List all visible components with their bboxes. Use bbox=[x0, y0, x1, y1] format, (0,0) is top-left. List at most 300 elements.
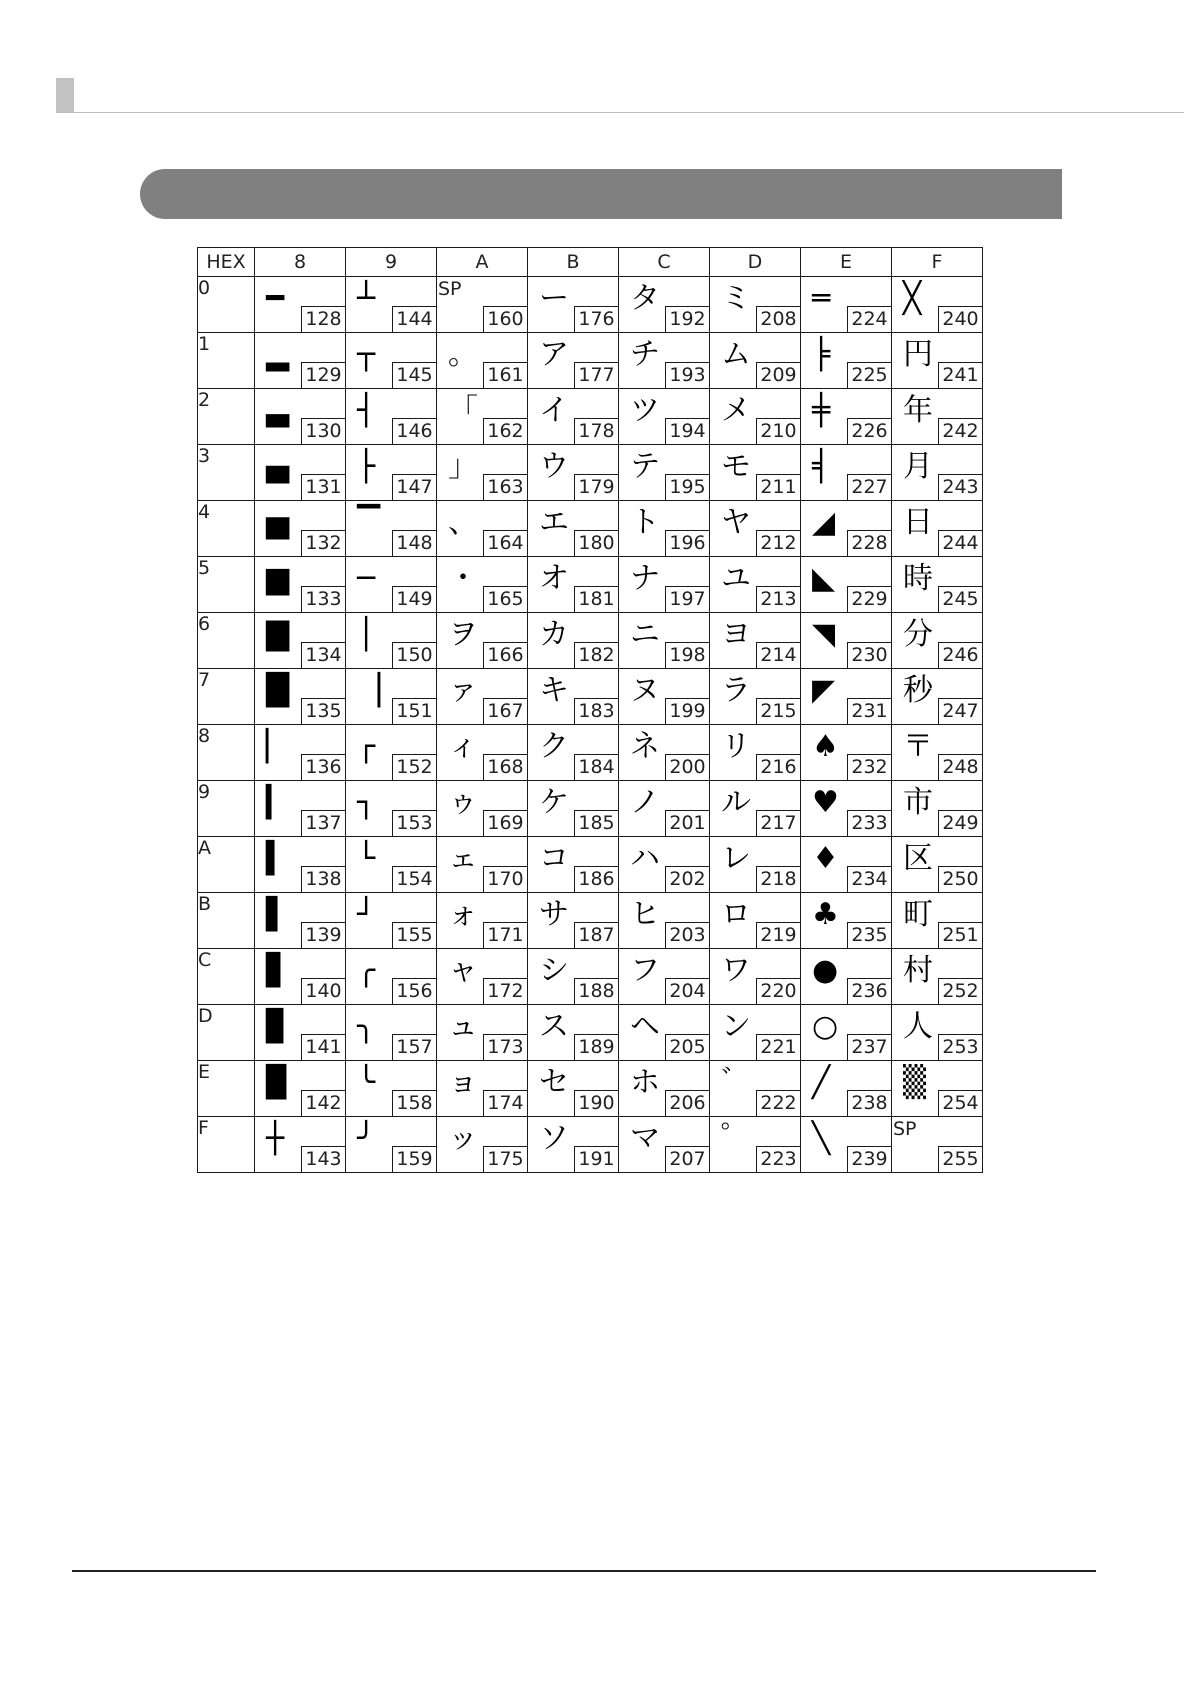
decimal-code-box: 226 bbox=[847, 418, 891, 444]
decimal-code-box: 235 bbox=[847, 922, 891, 948]
decimal-code-box: 250 bbox=[938, 866, 982, 892]
character-glyph: ウ bbox=[539, 449, 569, 484]
character-glyph: チ bbox=[630, 337, 660, 372]
character-cell bbox=[801, 277, 892, 333]
decimal-code-box: 219 bbox=[756, 922, 800, 948]
character-glyph: ュ bbox=[448, 1009, 478, 1044]
table-row bbox=[198, 669, 983, 725]
character-cell bbox=[346, 1117, 437, 1173]
hex-header: HEX bbox=[198, 248, 255, 277]
character-glyph: ━ bbox=[266, 281, 285, 316]
decimal-code-box: 166 bbox=[483, 642, 527, 668]
character-cell bbox=[801, 893, 892, 949]
character-cell bbox=[255, 557, 346, 613]
character-cell bbox=[710, 1061, 801, 1117]
character-cell bbox=[255, 1061, 346, 1117]
character-cell bbox=[255, 837, 346, 893]
table-row bbox=[198, 781, 983, 837]
decimal-code-box: 208 bbox=[756, 306, 800, 332]
character-cell bbox=[528, 501, 619, 557]
decimal-code-box: 190 bbox=[574, 1090, 618, 1116]
section-marker bbox=[56, 78, 74, 112]
character-cell bbox=[619, 837, 710, 893]
character-cell bbox=[892, 949, 983, 1005]
character-glyph: ヨ bbox=[721, 617, 751, 652]
character-glyph: 年 bbox=[903, 393, 933, 428]
character-cell bbox=[619, 277, 710, 333]
character-cell bbox=[619, 557, 710, 613]
decimal-code-box: 191 bbox=[574, 1146, 618, 1172]
character-cell bbox=[710, 389, 801, 445]
table-row bbox=[198, 1061, 983, 1117]
decimal-code-box: 198 bbox=[665, 642, 709, 668]
column-header: B bbox=[528, 248, 619, 277]
character-glyph: ▒ bbox=[903, 1065, 927, 1100]
character-cell bbox=[437, 333, 528, 389]
decimal-code-box: 154 bbox=[392, 866, 436, 892]
character-glyph: ▏ bbox=[266, 729, 290, 764]
character-glyph: ╳ bbox=[903, 281, 922, 316]
column-header: F bbox=[892, 248, 983, 277]
row-header: 2 bbox=[198, 389, 255, 445]
character-cell bbox=[710, 893, 801, 949]
character-glyph: マ bbox=[630, 1121, 660, 1156]
character-glyph: ム bbox=[721, 337, 751, 372]
decimal-code-box: 218 bbox=[756, 866, 800, 892]
character-glyph: ┌ bbox=[357, 729, 376, 764]
decimal-code-box: 207 bbox=[665, 1146, 709, 1172]
character-glyph: 。 bbox=[448, 337, 478, 372]
character-glyph: ◢ bbox=[812, 505, 836, 540]
decimal-code-box: 205 bbox=[665, 1034, 709, 1060]
character-glyph: ッ bbox=[448, 1121, 478, 1156]
character-cell bbox=[437, 501, 528, 557]
row-header: F bbox=[198, 1117, 255, 1173]
character-cell bbox=[710, 613, 801, 669]
character-glyph: ♦ bbox=[812, 841, 839, 876]
decimal-code-box: 130 bbox=[301, 418, 345, 444]
decimal-code-box: 234 bbox=[847, 866, 891, 892]
character-glyph: ニ bbox=[630, 617, 660, 652]
decimal-code-box: 214 bbox=[756, 642, 800, 668]
character-cell bbox=[437, 949, 528, 1005]
decimal-code-box: 196 bbox=[665, 530, 709, 556]
character-glyph: サ bbox=[539, 897, 569, 932]
character-cell bbox=[710, 501, 801, 557]
character-glyph: ♥ bbox=[812, 785, 839, 820]
character-cell bbox=[437, 277, 528, 333]
decimal-code-box: 184 bbox=[574, 754, 618, 780]
character-glyph: ン bbox=[721, 1009, 751, 1044]
table-row bbox=[198, 893, 983, 949]
character-glyph: ア bbox=[539, 337, 569, 372]
character-glyph: ╭ bbox=[357, 953, 376, 988]
decimal-code-box: 188 bbox=[574, 978, 618, 1004]
character-cell bbox=[528, 557, 619, 613]
character-cell bbox=[437, 1061, 528, 1117]
decimal-code-box: 131 bbox=[301, 474, 345, 500]
decimal-code-box: 181 bbox=[574, 586, 618, 612]
character-glyph: ╱ bbox=[812, 1065, 831, 1100]
character-glyph: 時 bbox=[903, 561, 933, 596]
decimal-code-box: 175 bbox=[483, 1146, 527, 1172]
character-glyph: ╯ bbox=[357, 1121, 376, 1156]
character-cell bbox=[528, 445, 619, 501]
character-cell bbox=[255, 1117, 346, 1173]
character-cell bbox=[892, 445, 983, 501]
character-glyph: キ bbox=[539, 673, 569, 708]
row-header: E bbox=[198, 1061, 255, 1117]
character-cell bbox=[528, 389, 619, 445]
character-glyph: ロ bbox=[721, 897, 751, 932]
character-cell bbox=[710, 333, 801, 389]
column-header: 8 bbox=[255, 248, 346, 277]
decimal-code-box: 227 bbox=[847, 474, 891, 500]
character-cell bbox=[528, 1061, 619, 1117]
character-glyph: ▆ bbox=[266, 561, 290, 596]
table-row bbox=[198, 613, 983, 669]
decimal-code-box: 251 bbox=[938, 922, 982, 948]
character-glyph: ヒ bbox=[630, 897, 660, 932]
character-glyph: ゥ bbox=[448, 785, 478, 820]
character-glyph: ♣ bbox=[812, 897, 839, 932]
decimal-code-box: 133 bbox=[301, 586, 345, 612]
decimal-code-box: 180 bbox=[574, 530, 618, 556]
decimal-code-box: 158 bbox=[392, 1090, 436, 1116]
character-cell bbox=[801, 557, 892, 613]
decimal-code-box: 255 bbox=[938, 1146, 982, 1172]
character-cell bbox=[619, 389, 710, 445]
character-glyph: ・ bbox=[448, 561, 478, 596]
decimal-code-box: 195 bbox=[665, 474, 709, 500]
decimal-code-box: 168 bbox=[483, 754, 527, 780]
decimal-code-box: 147 bbox=[392, 474, 436, 500]
character-cell bbox=[528, 725, 619, 781]
character-cell bbox=[346, 725, 437, 781]
decimal-code-box: 163 bbox=[483, 474, 527, 500]
character-glyph: イ bbox=[539, 393, 569, 428]
decimal-code-box: 223 bbox=[756, 1146, 800, 1172]
character-cell bbox=[437, 781, 528, 837]
character-cell bbox=[801, 669, 892, 725]
decimal-code-box: 144 bbox=[392, 306, 436, 332]
character-cell bbox=[619, 613, 710, 669]
character-glyph: ♠ bbox=[812, 729, 839, 764]
decimal-code-box: 197 bbox=[665, 586, 709, 612]
decimal-code-box: 169 bbox=[483, 810, 527, 836]
character-cell bbox=[801, 1005, 892, 1061]
character-cell bbox=[255, 1005, 346, 1061]
decimal-code-box: 210 bbox=[756, 418, 800, 444]
character-cell bbox=[619, 1005, 710, 1061]
row-header: A bbox=[198, 837, 255, 893]
row-header: 3 bbox=[198, 445, 255, 501]
character-glyph: └ bbox=[357, 841, 376, 876]
decimal-code-box: 242 bbox=[938, 418, 982, 444]
character-cell bbox=[528, 837, 619, 893]
character-cell bbox=[710, 1005, 801, 1061]
character-cell bbox=[437, 613, 528, 669]
row-header: 9 bbox=[198, 781, 255, 837]
decimal-code-box: 151 bbox=[392, 698, 436, 724]
character-glyph: レ bbox=[721, 841, 751, 876]
character-glyph: ═ bbox=[812, 281, 831, 316]
character-cell bbox=[528, 949, 619, 1005]
character-cell bbox=[346, 557, 437, 613]
character-glyph: │ bbox=[357, 617, 376, 652]
character-cell bbox=[437, 1005, 528, 1061]
character-glyph: ク bbox=[539, 729, 569, 764]
character-cell bbox=[437, 893, 528, 949]
character-cell bbox=[710, 781, 801, 837]
decimal-code-box: 182 bbox=[574, 642, 618, 668]
character-cell bbox=[346, 837, 437, 893]
decimal-code-box: 240 bbox=[938, 306, 982, 332]
decimal-code-box: 148 bbox=[392, 530, 436, 556]
decimal-code-box: 204 bbox=[665, 978, 709, 1004]
character-cell bbox=[892, 501, 983, 557]
decimal-code-box: 229 bbox=[847, 586, 891, 612]
character-cell bbox=[619, 445, 710, 501]
character-glyph: ナ bbox=[630, 561, 660, 596]
character-cell bbox=[528, 781, 619, 837]
decimal-code-box: 221 bbox=[756, 1034, 800, 1060]
table-row bbox=[198, 557, 983, 613]
character-glyph: ィ bbox=[448, 729, 478, 764]
character-cell bbox=[346, 277, 437, 333]
decimal-code-box: 231 bbox=[847, 698, 891, 724]
decimal-code-box: 174 bbox=[483, 1090, 527, 1116]
character-cell bbox=[437, 725, 528, 781]
character-glyph: ┴ bbox=[357, 281, 376, 316]
table-row bbox=[198, 501, 983, 557]
character-glyph: 」 bbox=[448, 449, 478, 484]
character-cell bbox=[346, 893, 437, 949]
row-header: C bbox=[198, 949, 255, 1005]
character-glyph: 秒 bbox=[903, 673, 933, 708]
character-glyph: █ bbox=[266, 673, 290, 708]
character-glyph: ヌ bbox=[630, 673, 660, 708]
character-cell bbox=[619, 501, 710, 557]
character-cell bbox=[892, 893, 983, 949]
character-cell bbox=[801, 445, 892, 501]
character-cell bbox=[346, 781, 437, 837]
character-glyph: ゛ bbox=[721, 1065, 751, 1100]
character-glyph: 〒 bbox=[903, 729, 933, 764]
character-cell bbox=[255, 613, 346, 669]
character-glyph: ╮ bbox=[357, 1009, 376, 1044]
table-row bbox=[198, 725, 983, 781]
character-cell bbox=[619, 1117, 710, 1173]
character-glyph: メ bbox=[721, 393, 751, 428]
character-cell bbox=[710, 557, 801, 613]
decimal-code-box: 132 bbox=[301, 530, 345, 556]
character-cell bbox=[528, 333, 619, 389]
character-glyph: シ bbox=[539, 953, 569, 988]
character-cell bbox=[255, 949, 346, 1005]
character-cell bbox=[346, 613, 437, 669]
table-row bbox=[198, 389, 983, 445]
character-glyph: SP bbox=[893, 1118, 917, 1140]
character-cell bbox=[255, 445, 346, 501]
character-cell bbox=[801, 1061, 892, 1117]
character-glyph: ▄ bbox=[266, 449, 290, 484]
character-cell bbox=[346, 1061, 437, 1117]
character-glyph: 市 bbox=[903, 785, 933, 820]
decimal-code-box: 252 bbox=[938, 978, 982, 1004]
character-glyph: ▔ bbox=[357, 505, 381, 540]
character-cell bbox=[619, 781, 710, 837]
character-glyph: ワ bbox=[721, 953, 751, 988]
character-cell bbox=[528, 277, 619, 333]
decimal-code-box: 239 bbox=[847, 1146, 891, 1172]
decimal-code-box: 215 bbox=[756, 698, 800, 724]
character-cell bbox=[710, 837, 801, 893]
character-cell bbox=[892, 669, 983, 725]
decimal-code-box: 171 bbox=[483, 922, 527, 948]
decimal-code-box: 128 bbox=[301, 306, 345, 332]
decimal-code-box: 187 bbox=[574, 922, 618, 948]
character-glyph: コ bbox=[539, 841, 569, 876]
character-cell bbox=[437, 1117, 528, 1173]
character-glyph: 「 bbox=[448, 393, 478, 428]
character-cell bbox=[619, 1061, 710, 1117]
decimal-code-box: 178 bbox=[574, 418, 618, 444]
decimal-code-box: 161 bbox=[483, 362, 527, 388]
decimal-code-box: 232 bbox=[847, 754, 891, 780]
decimal-code-box: 238 bbox=[847, 1090, 891, 1116]
character-glyph: ラ bbox=[721, 673, 751, 708]
character-glyph: ノ bbox=[630, 785, 660, 820]
character-cell bbox=[892, 613, 983, 669]
character-cell bbox=[528, 893, 619, 949]
character-glyph: カ bbox=[539, 617, 569, 652]
decimal-code-box: 192 bbox=[665, 306, 709, 332]
character-glyph: テ bbox=[630, 449, 660, 484]
row-header: 6 bbox=[198, 613, 255, 669]
character-glyph: ▌ bbox=[266, 897, 290, 932]
character-cell bbox=[255, 333, 346, 389]
character-glyph: ォ bbox=[448, 897, 478, 932]
decimal-code-box: 245 bbox=[938, 586, 982, 612]
decimal-code-box: 244 bbox=[938, 530, 982, 556]
character-cell bbox=[801, 389, 892, 445]
character-cell bbox=[892, 837, 983, 893]
character-cell bbox=[801, 333, 892, 389]
code-page-table bbox=[197, 247, 983, 1173]
decimal-code-box: 253 bbox=[938, 1034, 982, 1060]
row-header: 1 bbox=[198, 333, 255, 389]
character-cell bbox=[892, 781, 983, 837]
decimal-code-box: 213 bbox=[756, 586, 800, 612]
character-cell bbox=[801, 613, 892, 669]
character-glyph: ヤ bbox=[721, 505, 751, 540]
decimal-code-box: 155 bbox=[392, 922, 436, 948]
character-glyph: ╡ bbox=[812, 449, 831, 484]
character-cell bbox=[255, 893, 346, 949]
character-glyph: ┬ bbox=[357, 337, 376, 372]
table-row bbox=[198, 1005, 983, 1061]
character-glyph: ミ bbox=[721, 281, 751, 316]
character-glyph: ス bbox=[539, 1009, 569, 1044]
decimal-code-box: 165 bbox=[483, 586, 527, 612]
column-header: 9 bbox=[346, 248, 437, 277]
character-glyph: オ bbox=[539, 561, 569, 596]
row-header: B bbox=[198, 893, 255, 949]
row-header: 0 bbox=[198, 277, 255, 333]
character-glyph: タ bbox=[630, 281, 660, 316]
decimal-code-box: 243 bbox=[938, 474, 982, 500]
character-glyph: ト bbox=[630, 505, 660, 540]
decimal-code-box: 149 bbox=[392, 586, 436, 612]
character-glyph: ホ bbox=[630, 1065, 660, 1100]
character-glyph: ◥ bbox=[812, 617, 836, 652]
decimal-code-box: 249 bbox=[938, 810, 982, 836]
table-row bbox=[198, 1117, 983, 1173]
character-cell bbox=[892, 1117, 983, 1173]
character-glyph: ╰ bbox=[357, 1065, 376, 1100]
decimal-code-box: 129 bbox=[301, 362, 345, 388]
table-row bbox=[198, 333, 983, 389]
character-cell bbox=[892, 725, 983, 781]
decimal-code-box: 167 bbox=[483, 698, 527, 724]
row-header: D bbox=[198, 1005, 255, 1061]
decimal-code-box: 224 bbox=[847, 306, 891, 332]
character-cell bbox=[255, 277, 346, 333]
footer-rule bbox=[72, 1570, 1096, 1572]
character-cell bbox=[619, 725, 710, 781]
column-header: D bbox=[710, 248, 801, 277]
character-glyph: ー bbox=[539, 281, 569, 316]
character-glyph: ┼ bbox=[266, 1121, 285, 1156]
character-glyph: ▎ bbox=[266, 785, 290, 820]
character-glyph: ╲ bbox=[812, 1121, 831, 1156]
table-row bbox=[198, 949, 983, 1005]
character-glyph: ハ bbox=[630, 841, 660, 876]
character-cell bbox=[801, 1117, 892, 1173]
character-cell bbox=[528, 1117, 619, 1173]
decimal-code-box: 209 bbox=[756, 362, 800, 388]
section-banner bbox=[140, 169, 1062, 219]
character-cell bbox=[528, 1005, 619, 1061]
decimal-code-box: 222 bbox=[756, 1090, 800, 1116]
decimal-code-box: 150 bbox=[392, 642, 436, 668]
character-glyph: ェ bbox=[448, 841, 478, 876]
character-cell bbox=[437, 669, 528, 725]
character-glyph: 町 bbox=[903, 897, 933, 932]
character-cell bbox=[528, 669, 619, 725]
decimal-code-box: 162 bbox=[483, 418, 527, 444]
table-row bbox=[198, 445, 983, 501]
character-glyph: ▋ bbox=[266, 953, 290, 988]
character-cell bbox=[892, 277, 983, 333]
decimal-code-box: 142 bbox=[301, 1090, 345, 1116]
character-glyph: ソ bbox=[539, 1121, 569, 1156]
character-glyph: 分 bbox=[903, 617, 933, 652]
decimal-code-box: 134 bbox=[301, 642, 345, 668]
character-cell bbox=[437, 557, 528, 613]
character-glyph: ヘ bbox=[630, 1009, 660, 1044]
decimal-code-box: 237 bbox=[847, 1034, 891, 1060]
decimal-code-box: 212 bbox=[756, 530, 800, 556]
decimal-code-box: 183 bbox=[574, 698, 618, 724]
decimal-code-box: 216 bbox=[756, 754, 800, 780]
decimal-code-box: 211 bbox=[756, 474, 800, 500]
table-row bbox=[198, 837, 983, 893]
character-glyph: ケ bbox=[539, 785, 569, 820]
character-cell bbox=[437, 389, 528, 445]
column-header: C bbox=[619, 248, 710, 277]
